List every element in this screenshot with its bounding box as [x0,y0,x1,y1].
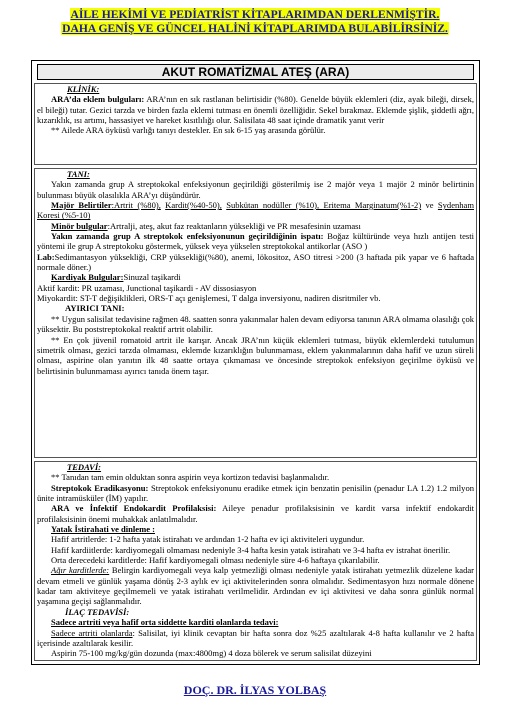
tani-heading: TANI: [67,169,90,179]
profilaksi-text: Aileye penadur profilaksisinin ve kardit varsa infektif endokardit profilaksisinin önemi muhakkak anlatılmalıdır. [37,503,474,524]
strep-text: Boğaz kültüründe veya hızlı antijen testi yöntemi ile grup A streptokoku göstermek, yüksek veya yükselen streptokokal antikorlar (ASO ) [37,231,474,252]
major-item-kore: Sydenham Koresi (%5-10) [37,200,474,221]
miyokardit: Miyokardit: ST-T değişiklikleri, ORS-T açı genişlemesi, T dalga inversiyonu, nadiren disritmiler vb. [37,293,381,304]
aspirin-dose: Aspirin 75-100 mg/kg/gün dozunda (max:4800mg) 4 doza bölerek ve serum salisilat düzeyini [51,648,372,659]
ayirici-p1: ** Uygun salisilat tedavisine rağmen 48. saatten sonra yakınmalar halen devam ediyorsa tanının ARA olmama olasılığı çok yüksektir. Bu poststreptokokal reaktif artrit olabilir. [37,313,474,335]
minor-label: Minör bulgular [51,220,108,231]
ayirici-p2: ** En çok jüvenil romatoid artrit ile karışır. Ancak JRA’nın küçük eklemleri tutması, büyük eklemlerdeki tutulumun simetrik olması, gezici tarzda olmaması, eklemde kızarıklığın bulunmaması, eklem yakınmalarının daha hafif ve uzun süreli olması, aspirine olan yanıtın ilk 48 saatte ortaya çıkmaması ve öncesinde streptokok enfeksiyon geçirilme öyküsü ve belirtisinin bulunmaması ayırıcı tanıda önem taşır. [37,334,474,376]
major-item-kardit: Kardit(%40-50), [165,200,222,211]
profilaksi-label: ARA ve İnfektif Endokardit Profilaksisi: [51,503,217,514]
klinik-note: ** Ailede ARA öyküsü varlığı tanıyı destekler. En sık 6-15 yaş arasında görülür. [51,125,326,136]
klinik-eklem-label: ARA’da eklem bulguları: [51,94,145,105]
eradikasyon-label: Streptokok Eradikasyonu: [51,482,149,493]
aktif-kardit: Aktif kardit: PR uzaması, Junctional taşikardi - AV dissosiasyon [37,282,257,293]
tani-intro: Yakın zamanda grup A streptokokal enfeksiyonun geçirildiği gösterilmiş ise 2 majör veya 1 majör 2 minör belirtinin bulunması büyük olasılıkla ARA’yı düşündürür. [37,179,474,200]
ayirici-heading: AYIRICI TANI: [65,303,125,314]
banner-line-1: AİLE HEKİMİ VE PEDİATRİST KİTAPLARIMDAN DERLENMİŞTİR. [70,8,440,21]
major-item-eritema: , Eritema Marginatum(%1-2) [317,200,422,211]
major-item-nodul: Subkütan nodüller (%10) [226,200,318,211]
agir-kardit-label: Ağır karditlerde: [51,565,110,576]
klinik-heading: KLİNİK: [67,84,100,94]
section-tedavi [34,461,477,661]
agir-kardit-text: Belirgin kardiyomegali veya kalp yetmezliği olması nedeniyle yatak istirahatı yetmezlik düzelene kadar devam etmeli ve günlük yaşama dönüş 2-3 aylık ev içi aktivitelerinden sonra olmalıdır. Sedimentasyon hızı normale dönene kadar tam aktiviteye geçilmemeli ve yatak istirahatı verilmelidir. Ardından ev içi aktivitesi ve daha sonra günlük normal yaşamına geçişi sağlanmalıdır. [37,565,474,607]
lab-label: Lab: [37,251,55,262]
section-tani [34,168,477,458]
minor-text: :Artralji, ateş, akut faz reaktanların yüksekliği ve PR mesafesinin uzaması [107,220,361,231]
artrit-label: Sadece artriti olanlarda [51,627,133,638]
header-banner [0,8,510,36]
sadece-heading: Sadece artriti veya hafif orta siddette karditi olanlarda tedavi: [51,617,279,628]
section-klinik [34,83,477,165]
artrit-text: : Salisilat, iyi klinik cevaptan bir hafta sonra doz %25 azaltılarak 4-8 hafta kullanılır ve 2 hafta içerisinde azaltılarak kesilir. [37,627,474,648]
major-item-ve: ve [425,200,434,211]
kardiyak-text: Sinuzal taşikardi [123,272,181,283]
major-item-artrit: :Artrit (%80), [111,200,161,211]
klinik-eklem-text: ARA’nın en sık rastlanan belirtisidir (%80). Genelde büyük eklemleri (diz, ayak bileği, dirsek, el bileği) tutar. Gezici tarzda ve birden fazla eklemi tutması en önemli özelliğidir. Sekel bırakmaz. Eklemde şişlik, şiddetli ağrı, kızarıklık, ısı artımı, hassasiyet ve hareket kısıtlılığı olur. Salisilata 48 saat içinde dramatik yanıt verir [37,94,474,126]
kardiyak-label: Kardiyak Bulgular: [51,272,124,283]
ilac-heading: İLAÇ TEDAVİSİ: [65,606,130,617]
lab-text: Sedimantasyon yüksekliği, CRP yüksekliği(%80), anemi, lökositoz, ASO titresi >200 (3 haftada pik yapar ve 6 haftada normale döner.) [37,251,474,273]
yatak-hafif-artrit: Hafif artritlerde: 1-2 hafta yatak istirahatı ve ardından 1-2 hafta ev içi aktiviteleri uygundur. [51,534,365,545]
author-signature [0,683,510,698]
page-title: AKUT ROMATİZMAL ATEŞ (ARA) [37,64,474,80]
author-name: DOÇ. DR. İLYAS YOLBAŞ [183,683,327,697]
tedavi-p1: ** Tanıdan tam emin olduktan sonra aspirin veya kortizon tedavisi başlanmalıdır. [51,472,330,483]
yatak-orta-kardit: Orta derecedeki karditlerde: Hafif kardiyomegali olması nedeniyle süre 4-6 haftaya çıkarılabilir. [51,555,380,566]
banner-line-2: DAHA GENİŞ VE GÜNCEL HALİNİ KİTAPLARIMDA BULABİLİRSİNİZ. [62,22,448,35]
strep-label: Yakın zamanda grup A streptokok enfeksiyonunun geçirildiğinin ispatı: [51,231,324,242]
eradikasyon-text: Streptokok enfeksiyonunu eradike etmek için benzatin penisilin (penadur LA 1.2) 1.2 milyon ünite intramüsküler (İM) yapılır. [37,482,474,504]
yatak-hafif-kardit: Hafif kardiitlerde: kardiyomegali olmaması nedeniyle 3-4 hafta kesin yatak istirahatı ve 3-4 hafta ev istrahat önerilir. [51,544,451,555]
yatak-heading: Yatak İstirahati ve dinleme : [51,524,155,535]
major-label: Majör Belirtiler [51,200,112,211]
tedavi-heading: TEDAVİ: [67,462,102,472]
